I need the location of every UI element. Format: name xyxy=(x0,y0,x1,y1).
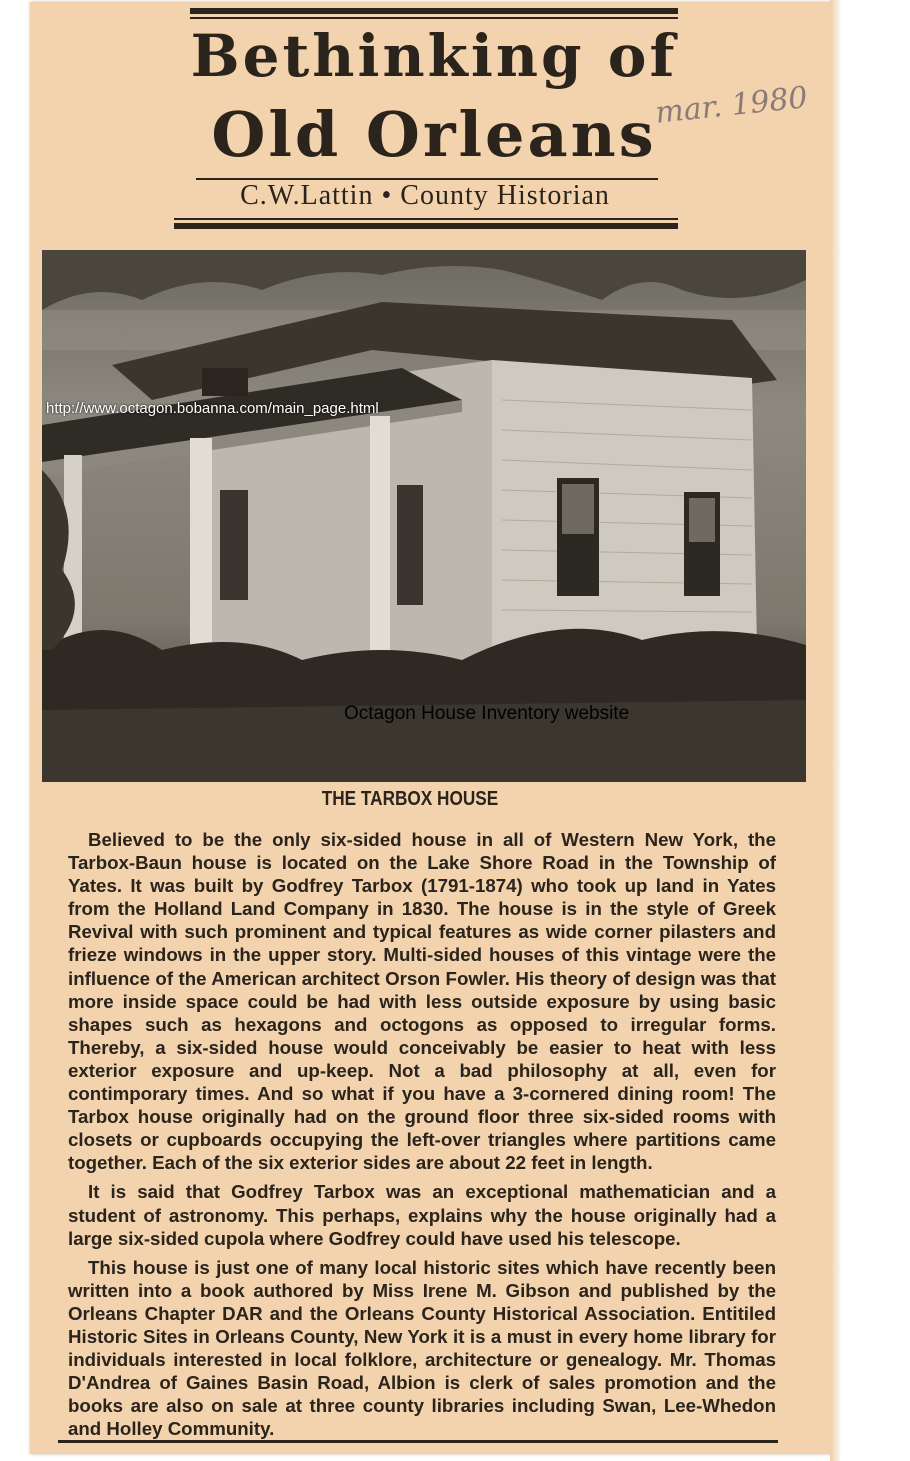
source-caption-overlay: Octagon House Inventory website xyxy=(344,703,630,724)
article-paragraph-2: It is said that Godfrey Tarbox was an exceptional mathematician and a student of astronomy. This perhaps, explains why the house originally had a large six-sided cupola where Godfrey could have used his telescope. xyxy=(68,1181,776,1249)
page-edge xyxy=(830,0,840,1461)
masthead-top-rule-thin xyxy=(190,17,678,19)
article-body xyxy=(68,828,776,1446)
handwritten-date: mar. 1980 xyxy=(653,80,810,131)
masthead-top-rule xyxy=(190,8,678,14)
masthead-title-line1: Bethinking of xyxy=(190,22,678,90)
masthead-title-line2: Old Orleans xyxy=(211,98,657,171)
masthead-bottom-rule-thin xyxy=(174,218,678,220)
article-paragraph-1: Believed to be the only six-sided house in all of Western New York, the Tarbox-Baun house is located on the Lake Shore Road in the Township of Yates. It was built by Godfrey Tarbox (1791-1874) who took up land in Yates from the Holland Land Company in 1830. The house is in the style of Greek Revival with such prominent and typical features as wide corner pilasters and frieze windows in the upper story. Multi-sided houses of this vintage were the influence of the American architect Orson Fowler. His theory of design was that more inside space could be had with less outside exposure by using basic shapes such as hexagons and octogons as opposed to irregular forms. Thereby, a six-sided house would conceivably be easier to heat with less exterior exposure and up-keep. Not a bad philosophy at all, even for contimporary times. And so what if you have a 3-cornered dining room! The Tarbox house originally had on the ground floor three six-sided rooms with closets or cupboards occupying the left-over triangles where partitions came together. Each of the six exterior sides are about 22 feet in length. xyxy=(68,829,776,1174)
article-paragraph-3: This house is just one of many local historic sites which have recently been written into a book authored by Miss Irene M. Gibson and published by the Orleans Chapter DAR and the Orleans County Historical Association. Entitiled Historic Sites in Orleans County, New York it is a must in every home library for individuals interested in local folklore, architecture or genealogy. Mr. Thomas D'Andrea of Gaines Basin Road, Albion is clerk of sales promotion and the books are also on sale at three county libraries including Swan, Lee-Whedon and Holley Community. xyxy=(68,1256,776,1440)
photo-caption: THE TARBOX HOUSE xyxy=(321,788,499,810)
byline: C.W.Lattin • County Historian xyxy=(240,180,610,211)
source-url-overlay[interactable]: http://www.octagon.bobanna.com/main_page.html xyxy=(46,400,379,417)
article-bottom-rule xyxy=(58,1440,778,1443)
masthead-bottom-rule xyxy=(174,223,678,229)
